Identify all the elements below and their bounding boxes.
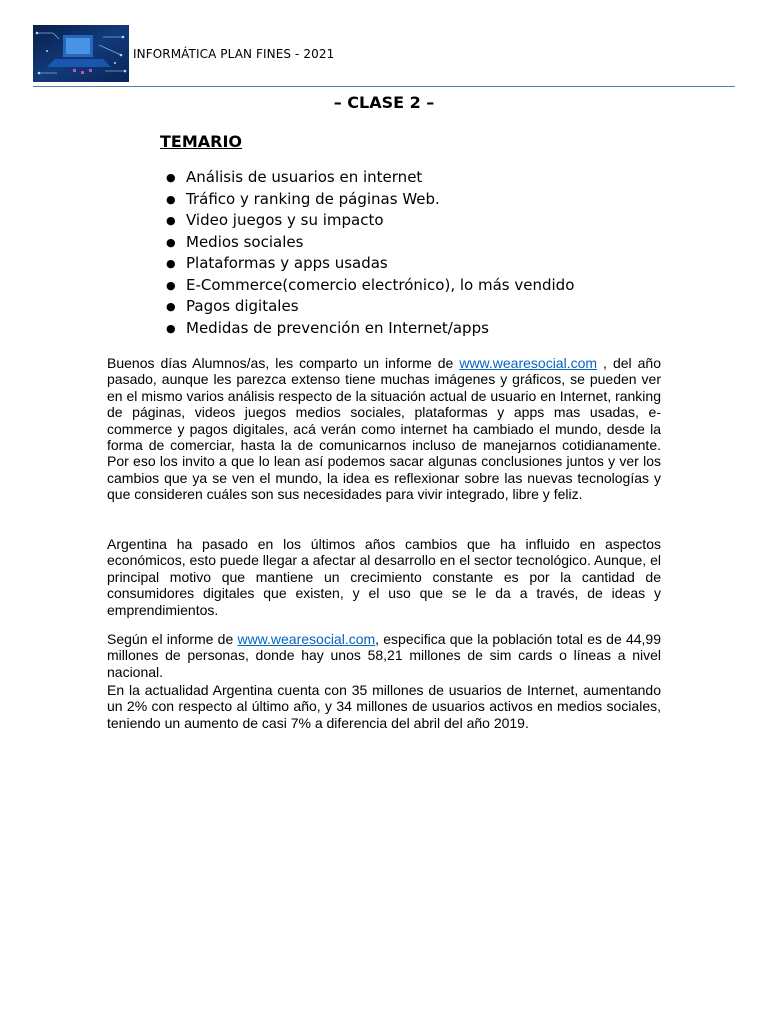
bullet-icon: ● (166, 300, 176, 313)
bullet-icon: ● (166, 278, 176, 292)
list-item-label: Análisis de usuarios en internet (186, 168, 423, 186)
users-paragraph: En la actualidad Argentina cuenta con 35 millones de usuarios de Internet, aumentando un 2% con respecto al último año, y 34 millones de usuarios activos en medios sociales, teniendo un aumento de casi 7% a diferencia del abril del año 2019. (107, 682, 661, 731)
list-item-label: Tráfico y ranking de páginas Web. (186, 189, 440, 208)
list-item-label: Medios sociales (186, 232, 304, 251)
list-item-label: Video juegos y su impacto (186, 211, 384, 229)
header-logo-image (33, 25, 129, 82)
intro-paragraph (107, 355, 661, 503)
temario-list (160, 167, 574, 339)
list-item (160, 275, 574, 297)
list-item-label: E-Commerce(comercio electrónico), lo más vendido (186, 275, 575, 294)
bullet-icon: ● (166, 257, 176, 270)
header-divider (33, 86, 735, 87)
temario-heading: TEMARIO (160, 132, 243, 151)
list-item (160, 318, 574, 340)
report-text-start: Según el informe de (107, 631, 238, 647)
list-item (160, 253, 574, 275)
header-title: INFORMÁTICA PLAN FINES - 2021 (133, 47, 335, 61)
wearesocial-link[interactable]: www.wearesocial.com (459, 355, 598, 371)
list-item-label: Medidas de prevención en Internet/apps (186, 318, 489, 337)
list-item (160, 189, 574, 211)
list-item-label: Plataformas y apps usadas (186, 254, 388, 272)
list-item (160, 167, 574, 189)
bullet-icon: ● (166, 171, 176, 184)
bullet-icon: ● (166, 235, 176, 249)
list-item (160, 232, 574, 254)
bullet-icon: ● (166, 192, 176, 206)
intro-text-end: , del año pasado, aunque les parezca extenso tiene muchas imágenes y gráficos, se pueden ver en el mismo varios análisis respecto de la situación actual de usuario en Internet, ranking de páginas, videos juegos medios sociales, plataformas y apps mas usadas, e-commerce y pagos digitales, acá verán como internet ha cambiado el mundo, desde la forma de comerciar, hasta la de comunicarnos incluso de manejarnos cotidianamente. Por eso los invito a que lo lean así podemos sacar algunas conclusiones juntos y ver los cambios que ya se ven el mundo, la idea es reflexionar sobre las nuevas tecnologías y que consideren cuáles son sus necesidades para vivir integrado, libre y feliz. (107, 355, 661, 503)
intro-text-start: Buenos días Alumnos/as, les comparto un informe de (107, 355, 460, 371)
argentina-paragraph: Argentina ha pasado en los últimos años cambios que ha influido en aspectos económicos, esto puede llegar a afectar al desarrollo en el sector tecnológico. Aunque, el principal motivo que mantiene un crecimiento constante es por la cantidad de consumidores digitales que existen, y el uso que se le da a través, de ideas y emprendimientos. (107, 536, 661, 618)
list-item-label: Pagos digitales (186, 297, 299, 315)
bullet-icon: ● (166, 321, 176, 335)
wearesocial-link-2[interactable]: www.wearesocial.com (237, 631, 376, 647)
list-item (160, 296, 574, 318)
report-paragraph (107, 631, 661, 680)
bullet-icon: ● (166, 214, 176, 227)
report-text-end: , especifica que la población total es de 44,99 millones de personas, donde hay unos 58,21 millones de sim cards o líneas a nivel nacional. (107, 631, 661, 680)
list-item (160, 210, 574, 232)
class-title: – CLASE 2 – (333, 93, 435, 112)
